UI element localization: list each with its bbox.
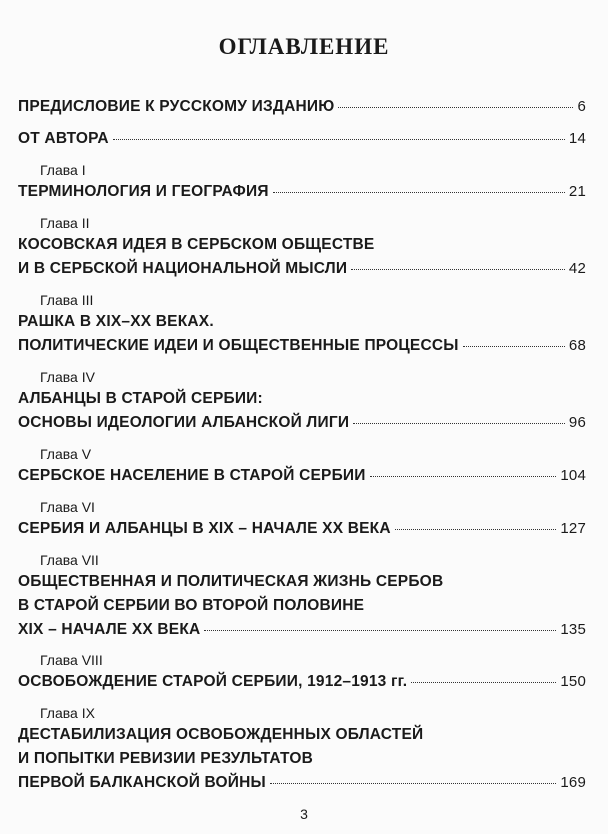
entry-title-text: АЛБАНЦЫ В СТАРОЙ СЕРБИИ:	[18, 390, 263, 407]
dot-leader	[411, 682, 556, 683]
entry-page-number: 169	[560, 774, 586, 791]
entry-title-line	[18, 464, 586, 488]
toc-entry	[18, 444, 586, 488]
entry-title-text: И ПОПЫТКИ РЕВИЗИИ РЕЗУЛЬТАТОВ	[18, 750, 313, 767]
toc-entry	[18, 497, 586, 541]
dot-leader	[204, 630, 556, 631]
chapter-label: Глава II	[40, 215, 90, 231]
entry-title-line	[18, 594, 586, 618]
entry-title-line	[18, 257, 586, 281]
entry-page-number: 21	[568, 183, 586, 200]
entry-title-line	[18, 95, 586, 119]
entry-title-text: ОСНОВЫ ИДЕОЛОГИИ АЛБАНСКОЙ ЛИГИ	[18, 414, 350, 431]
chapter-label: Глава VII	[40, 552, 99, 568]
entry-title-text: ПЕРВОЙ БАЛКАНСКОЙ ВОЙНЫ	[18, 774, 266, 791]
entry-title-line	[18, 517, 586, 541]
entry-title-text: ТЕРМИНОЛОГИЯ И ГЕОГРАФИЯ	[18, 183, 269, 200]
entry-title-text: ПРЕДИСЛОВИЕ К РУССКОМУ ИЗДАНИЮ	[18, 98, 335, 115]
chapter-label: Глава V	[40, 446, 92, 462]
toc-entry	[18, 367, 586, 435]
toc-entry	[18, 703, 586, 795]
entry-page-number: 135	[560, 621, 586, 638]
chapter-label: Глава IX	[40, 705, 95, 721]
entry-title-line	[18, 771, 586, 795]
entry-title-text: СЕРБИЯ И АЛБАНЦЫ В XIX – НАЧАЛЕ XX ВЕКА	[18, 520, 391, 537]
entry-title-line	[18, 334, 586, 358]
toc-entry	[18, 650, 586, 694]
chapter-label: Глава VIII	[40, 652, 103, 668]
entry-title-line	[18, 180, 586, 204]
toc-entry	[18, 213, 586, 281]
entry-title-text: КОСОВСКАЯ ИДЕЯ В СЕРБСКОМ ОБЩЕСТВЕ	[18, 236, 375, 253]
entry-page-number: 6	[577, 98, 586, 115]
dot-leader	[338, 107, 573, 108]
entry-title-line	[18, 747, 586, 771]
toc-entry	[18, 160, 586, 204]
entry-page-number: 127	[560, 520, 586, 537]
entry-page-number: 104	[560, 467, 586, 484]
entry-title-text: ОСВОБОЖДЕНИЕ СТАРОЙ СЕРБИИ, 1912–1913 гг.	[18, 673, 408, 690]
chapter-label: Глава III	[40, 292, 94, 308]
entry-title-line	[18, 570, 586, 594]
toc-entry	[18, 127, 586, 151]
entry-title-line	[18, 723, 586, 747]
dot-leader	[113, 139, 565, 140]
entry-page-number: 14	[568, 130, 586, 147]
entry-title-text: ДЕСТАБИЛИЗАЦИЯ ОСВОБОЖДЕННЫХ ОБЛАСТЕЙ	[18, 726, 424, 743]
entry-page-number: 150	[560, 673, 586, 690]
page-number: 3	[300, 806, 308, 822]
toc-entry	[18, 95, 586, 119]
entry-title-line	[18, 411, 586, 435]
entry-title-line	[18, 618, 586, 642]
dot-leader	[353, 423, 565, 424]
dot-leader	[395, 529, 557, 530]
entry-title-text: ОБЩЕСТВЕННАЯ И ПОЛИТИЧЕСКАЯ ЖИЗНЬ СЕРБОВ	[18, 573, 444, 590]
entry-title-line	[18, 310, 586, 334]
entry-title-text: ПОЛИТИЧЕСКИЕ ИДЕИ И ОБЩЕСТВЕННЫЕ ПРОЦЕССЫ	[18, 337, 459, 354]
entry-title-text: XIX – НАЧАЛЕ XX ВЕКА	[18, 621, 201, 638]
chapter-label: Глава VI	[40, 499, 95, 515]
entry-title-text: И В СЕРБСКОЙ НАЦИОНАЛЬНОЙ МЫСЛИ	[18, 260, 348, 277]
page-title: ОГЛАВЛЕНИЕ	[218, 34, 390, 59]
chapter-label: Глава IV	[40, 369, 95, 385]
entry-title-line	[18, 387, 586, 411]
dot-leader	[463, 346, 565, 347]
entry-title-text: СЕРБСКОЕ НАСЕЛЕНИЕ В СТАРОЙ СЕРБИИ	[18, 467, 366, 484]
entry-title-text: РАШКА В XIX–XX ВЕКАХ.	[18, 313, 214, 330]
entry-title-text: ОТ АВТОРА	[18, 130, 109, 147]
entry-page-number: 68	[568, 337, 586, 354]
entry-page-number: 96	[568, 414, 586, 431]
dot-leader	[370, 476, 557, 477]
toc-entry	[18, 290, 586, 358]
entry-page-number: 42	[568, 260, 586, 277]
dot-leader	[273, 192, 565, 193]
dot-leader	[351, 269, 565, 270]
entry-title-line	[18, 670, 586, 694]
entry-title-line	[18, 127, 586, 151]
toc-entry	[18, 550, 586, 642]
entry-title-text: В СТАРОЙ СЕРБИИ ВО ВТОРОЙ ПОЛОВИНЕ	[18, 597, 365, 614]
entry-title-line	[18, 233, 586, 257]
dot-leader	[270, 783, 556, 784]
chapter-label: Глава I	[40, 162, 86, 178]
